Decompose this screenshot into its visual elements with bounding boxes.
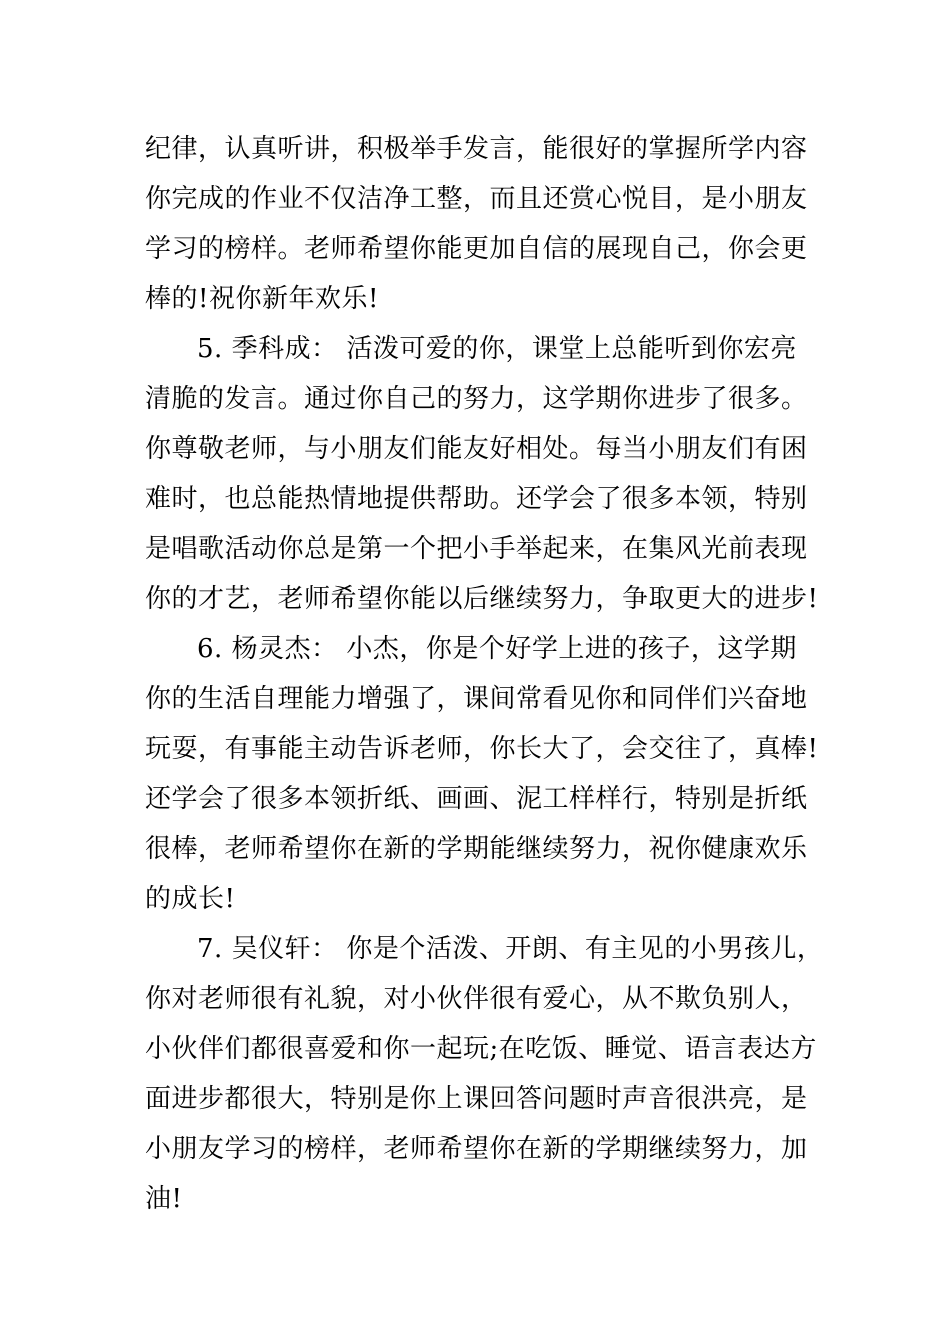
text-line: 你完成的作业不仅洁净工整，而且还赏心悦目，是小朋友 — [145, 184, 808, 214]
text-line: 还学会了很多本领折纸、画画、泥工样样行，特别是折纸 — [145, 784, 808, 814]
paragraph-start-line: 6. 杨灵杰： 小杰，你是个好学上进的孩子，这学期 — [197, 634, 797, 664]
paragraph-start-line: 7. 吴仪轩： 你是个活泼、开朗、有主见的小男孩儿， — [197, 934, 824, 964]
text-line: 小朋友学习的榜样，老师希望你在新的学期继续努力，加 — [145, 1134, 808, 1164]
text-line: 纪律，认真听讲，积极举手发言，能很好的掌握所学内容 — [145, 134, 808, 164]
text-line: 的成长! — [145, 884, 236, 914]
text-line: 清脆的发言。通过你自己的努力，这学期你进步了很多。 — [145, 384, 808, 414]
text-line: 玩耍，有事能主动告诉老师，你长大了，会交往了，真棒! — [145, 734, 819, 764]
text-line: 很棒，老师希望你在新的学期能继续努力，祝你健康欢乐 — [145, 834, 808, 864]
text-line: 面进步都很大，特别是你上课回答问题时声音很洪亮，是 — [145, 1084, 808, 1114]
text-line: 你的才艺，老师希望你能以后继续努力，争取更大的进步! — [145, 584, 819, 614]
text-line: 你的生活自理能力增强了，课间常看见你和同伴们兴奋地 — [145, 684, 808, 714]
text-line: 是唱歌活动你总是第一个把小手举起来，在集风光前表现 — [145, 534, 808, 564]
text-line: 你尊敬老师，与小朋友们能友好相处。每当小朋友们有困 — [145, 434, 808, 464]
text-line: 难时，也总能热情地提供帮助。还学会了很多本领，特别 — [145, 484, 808, 514]
text-line: 你对老师很有礼貌，对小伙伴很有爱心，从不欺负别人， — [145, 984, 808, 1014]
text-line: 小伙伴们都很喜爱和你一起玩;在吃饭、睡觉、语言表达方 — [145, 1034, 817, 1064]
text-line: 棒的!祝你新年欢乐! — [145, 284, 379, 314]
text-line: 油! — [145, 1184, 183, 1214]
paragraph-start-line: 5. 季科成： 活泼可爱的你，课堂上总能听到你宏亮 — [197, 334, 797, 364]
text-line: 学习的榜样。老师希望你能更加自信的展现自己，你会更 — [145, 234, 808, 264]
